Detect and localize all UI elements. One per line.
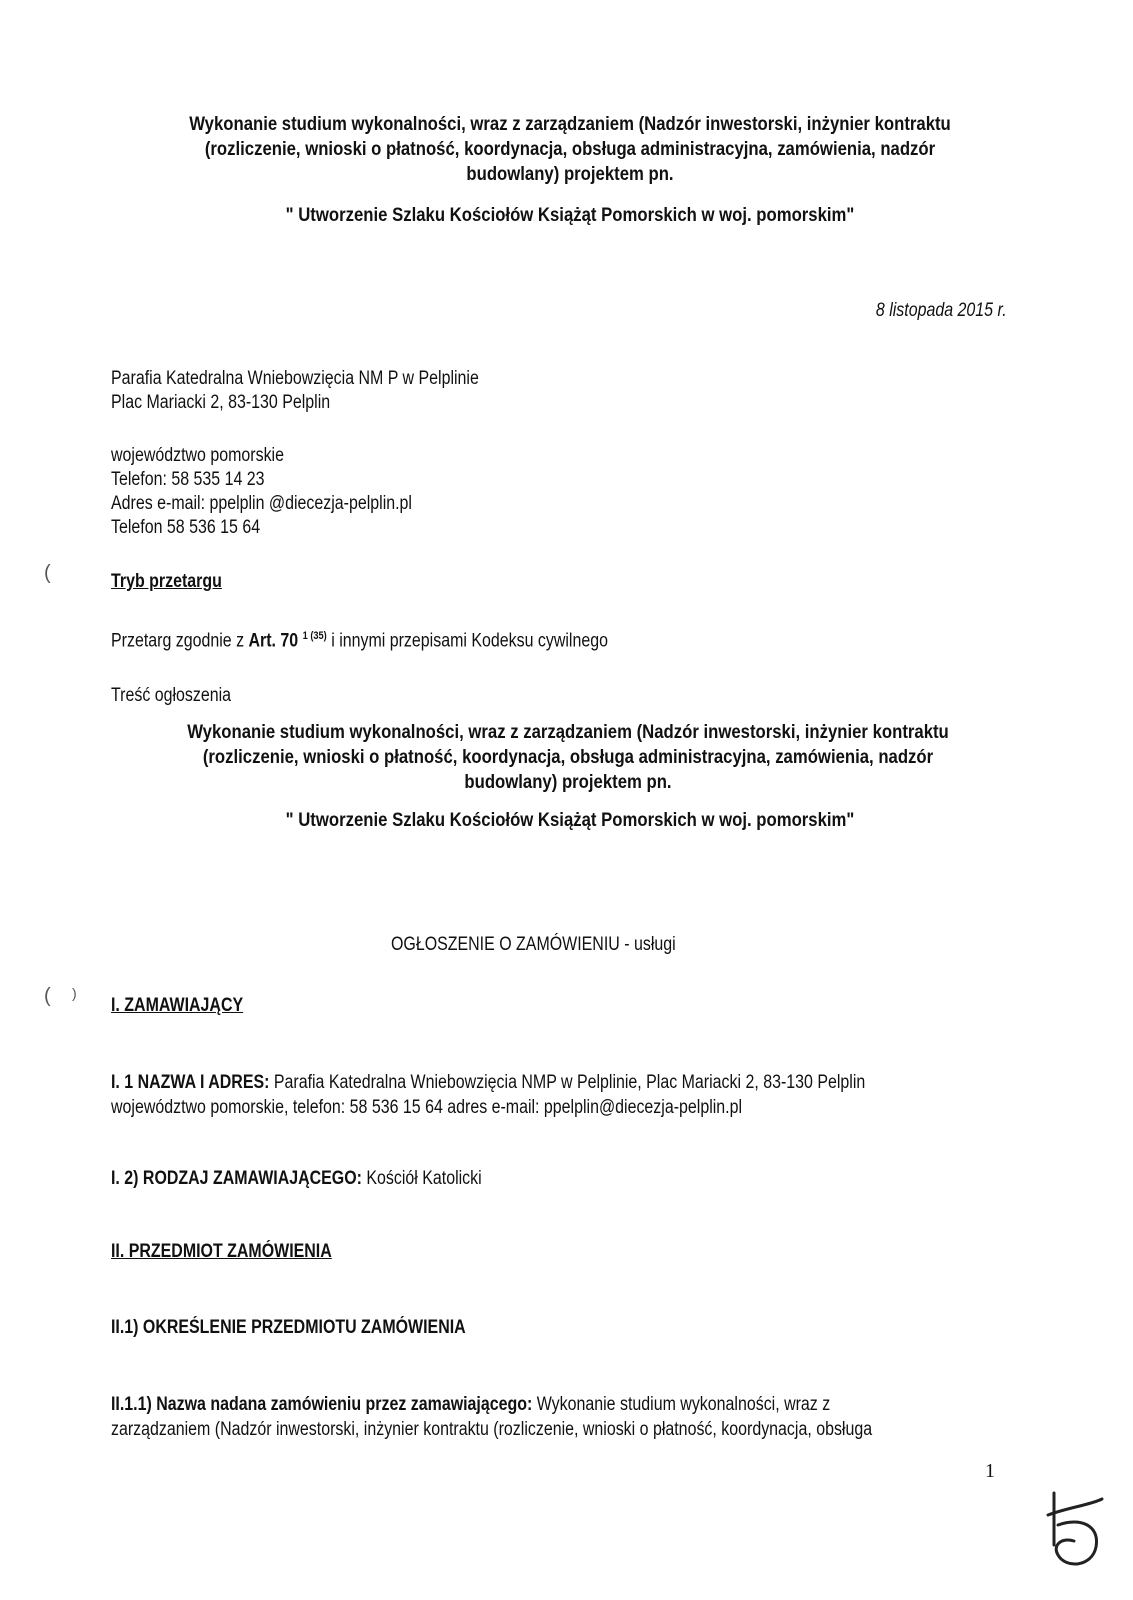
section1-i1-line: [111, 1070, 1119, 1095]
tresc-title-line: budowlany) projektem pn.: [464, 772, 672, 793]
section2-ii11-line: [111, 1392, 1119, 1417]
tryb-text-pre: Przetarg zgodnie z: [111, 630, 249, 652]
margin-mark: ): [72, 985, 77, 1001]
tryb-sup: 1 (35): [302, 630, 327, 642]
tresc-title-line: Wykonanie studium wykonalności, wraz z zarządzaniem (Nadzór inwestorski, inżynier kontraktu: [187, 722, 949, 743]
tryb-text: [111, 624, 608, 653]
section1-i1-line: województwo pomorskie, telefon: 58 536 15 64 adres e-mail: ppelplin@diecezja-pelplin.pl: [111, 1097, 743, 1118]
tryb-text-post: i innymi przepisami Kodeksu cywilnego: [326, 630, 608, 652]
margin-mark: (: [44, 985, 51, 1007]
section2-heading: II. PRZEDMIOT ZAMÓWIENIA: [111, 1241, 332, 1262]
contact-block-2: [111, 444, 412, 540]
section2-ii11-label: II.1.1) Nazwa nadana zamówieniu przez zamawiającego:: [111, 1394, 533, 1415]
section1-i2: [111, 1167, 482, 1191]
contact-line: Plac Mariacki 2, 83-130 Pelplin: [111, 392, 331, 413]
page-number: 1: [985, 1460, 995, 1482]
header-title-line: budowlany) projektem pn.: [466, 164, 674, 185]
header-title-line: (rozliczenie, wnioski o płatność, koordynacja, obsługa administracyjna, zamówienia, nadzór: [204, 139, 936, 160]
section1-i2-label: I. 2) RODZAJ ZAMAWIAJĄCEGO:: [111, 1168, 362, 1189]
section2-ii11: [111, 1392, 1119, 1442]
header-title-line: Wykonanie studium wykonalności, wraz z zarządzaniem (Nadzór inwestorski, inżynier kontraktu: [189, 114, 951, 135]
section2-ii11-line: zarządzaniem (Nadzór inwestorski, inżynier kontraktu (rozliczenie, wnioski o płatność, koordynacja, obsługa: [111, 1419, 873, 1440]
contact-line: województwo pomorskie: [111, 445, 284, 466]
handwritten-signature: [1040, 1485, 1110, 1575]
contact-line: Adres e-mail: ppelplin @diecezja-pelplin.pl: [111, 493, 412, 514]
tryb-art: Art. 70: [248, 630, 299, 652]
section1-i2-text: Kościół Katolicki: [361, 1168, 482, 1189]
tryb-heading: Tryb przetargu: [111, 571, 222, 592]
notice-title: OGŁOSZENIE O ZAMÓWIENIU - usługi: [391, 934, 676, 955]
tresc-project-name: " Utworzenie Szlaku Kościołów Książąt Pomorskich w woj. pomorskim": [285, 810, 855, 831]
tresc-title: [172, 720, 964, 795]
contact-line: Telefon: 58 535 14 23: [111, 469, 265, 490]
section2-ii11-text: Wykonanie studium wykonalności, wraz z: [532, 1394, 831, 1415]
header-project-name: " Utworzenie Szlaku Kościołów Książąt Pomorskich w woj. pomorskim": [285, 205, 855, 226]
contact-line: Telefon 58 536 15 64: [111, 517, 261, 538]
contact-line: Parafia Katedralna Wniebowzięcia NM P w Pelplinie: [111, 368, 479, 389]
margin-mark: (: [44, 562, 51, 584]
tresc-title-line: (rozliczenie, wnioski o płatność, koordynacja, obsługa administracyjna, zamówienia, nadzór: [202, 747, 934, 768]
section2-subheading: II.1) OKREŚLENIE PRZEDMIOTU ZAMÓWIENIA: [111, 1317, 466, 1338]
header-title: [174, 112, 966, 187]
contact-block: [111, 367, 479, 415]
section1-i1: [111, 1070, 1119, 1120]
section1-i1-label: I. 1 NAZWA I ADRES:: [111, 1072, 270, 1093]
tresc-label: Treść ogłoszenia: [111, 685, 232, 706]
section1-heading: I. ZAMAWIAJĄCY: [111, 995, 244, 1016]
document-date: 8 listopada 2015 r.: [876, 300, 1007, 321]
section1-i1-text: Parafia Katedralna Wniebowzięcia NMP w Pelplinie, Plac Mariacki 2, 83-130 Pelplin: [269, 1072, 866, 1093]
